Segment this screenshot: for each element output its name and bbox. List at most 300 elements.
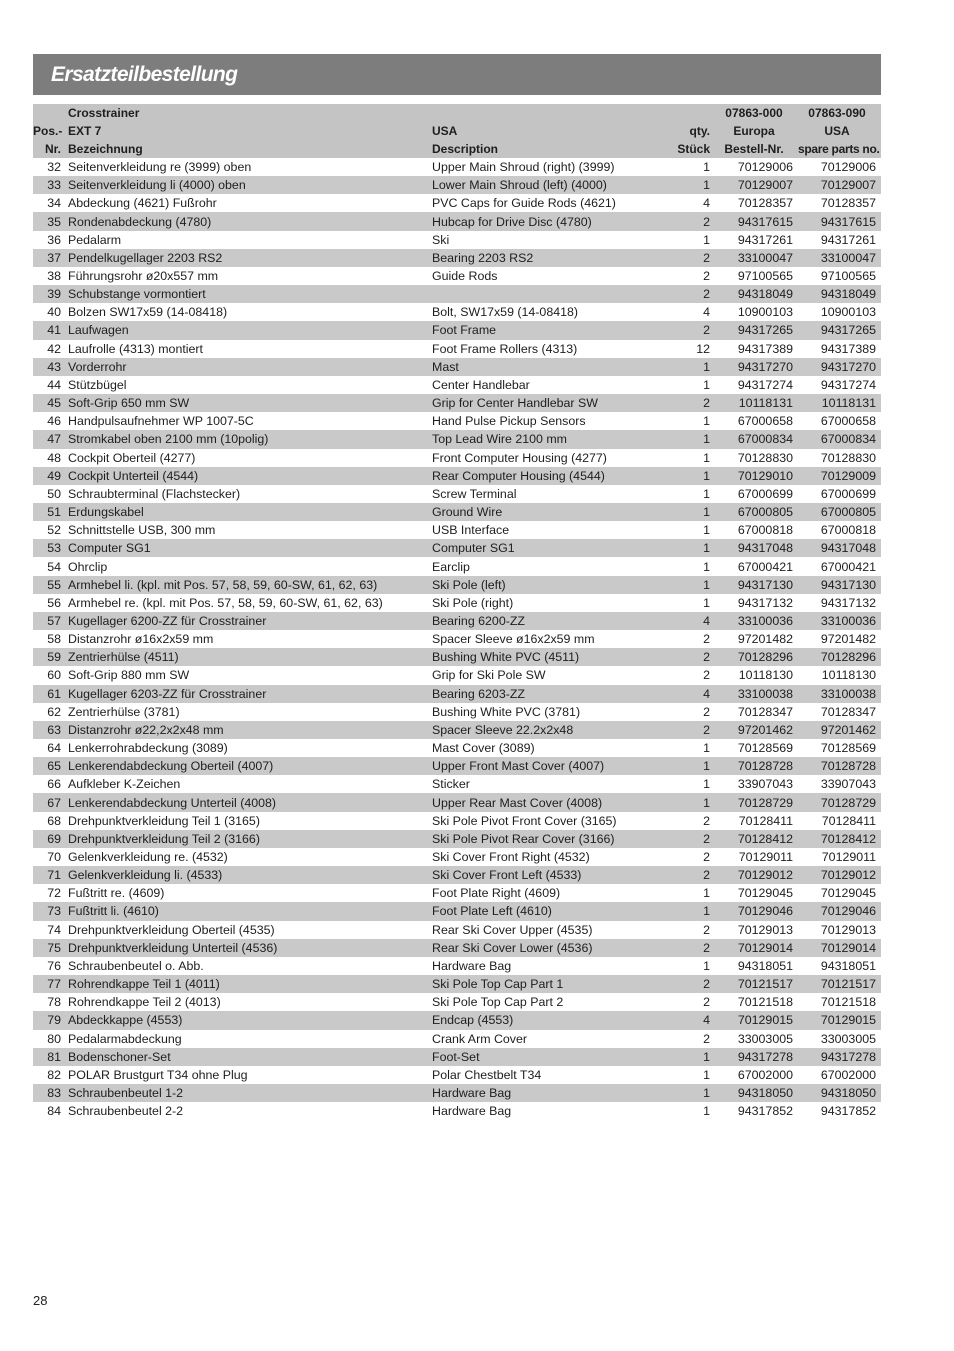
header-bezeichnung: Bezeichnung <box>68 140 432 158</box>
description-de-cell: Stromkabel oben 2100 mm (10polig) <box>68 430 432 448</box>
article-eu-cell: 70128411 <box>738 813 793 828</box>
table-row <box>33 176 881 194</box>
qty-cell: 1 <box>703 559 710 574</box>
table-row <box>33 685 881 703</box>
description-en-cell: Spacer Sleeve ø16x2x59 mm <box>432 632 595 647</box>
article-us-cell: 70129046 <box>798 902 881 920</box>
qty-cell: 2 <box>672 939 715 957</box>
article-us-cell: 33100047 <box>798 249 881 267</box>
pos-cell: 69 <box>33 830 68 848</box>
description-de-cell: Pedalarmabdeckung <box>68 1031 182 1046</box>
description-en-cell: Ski Cover Front Left (4533) <box>432 866 672 884</box>
pos-cell: 49 <box>33 467 68 485</box>
article-eu-cell: 94317261 <box>737 232 793 247</box>
article-us-cell: 70121517 <box>798 975 881 993</box>
title-bar <box>33 54 881 95</box>
article-eu-cell: 70129006 <box>737 160 793 175</box>
table-row <box>33 721 881 739</box>
table-row <box>33 866 881 884</box>
table-row <box>33 285 881 303</box>
article-eu-cell: 94318049 <box>715 285 798 303</box>
description-de-cell: Drehpunktverkleidung Unterteil (4536) <box>68 939 432 957</box>
pos-cell: 84 <box>47 1104 61 1119</box>
qty-cell: 1 <box>703 450 710 465</box>
header-article-eu: 07863-000 <box>715 104 798 122</box>
article-us-cell: 94318049 <box>798 285 881 303</box>
table-row <box>33 267 881 285</box>
pos-cell: 48 <box>47 450 61 465</box>
table-header <box>33 104 881 158</box>
article-us-cell: 33100038 <box>798 685 881 703</box>
description-en-cell: Foot Frame Rollers (4313) <box>432 341 578 356</box>
table-row <box>33 340 881 358</box>
article-us-cell: 94317274 <box>820 377 876 392</box>
description-de-cell: Bolzen SW17x59 (14-08418) <box>68 305 228 320</box>
description-de-cell: Laufwagen <box>68 321 432 339</box>
qty-cell: 2 <box>672 394 715 412</box>
description-en-cell: Foot Plate Right (4609) <box>432 886 561 901</box>
article-eu-cell: 97100565 <box>737 269 793 284</box>
description-en-cell: Foot-Set <box>432 1048 672 1066</box>
description-en-cell: Bolt, SW17x59 (14-08418) <box>432 305 579 320</box>
header-model: EXT 7 <box>68 122 432 140</box>
pos-cell: 47 <box>33 430 68 448</box>
description-de-cell: Kugellager 6200-ZZ für Crosstrainer <box>68 612 432 630</box>
article-eu-cell: 94317270 <box>715 358 798 376</box>
qty-cell: 1 <box>703 777 710 792</box>
pos-cell: 41 <box>33 321 68 339</box>
table-row <box>33 1084 881 1102</box>
description-de-cell: Bodenschoner-Set <box>68 1048 432 1066</box>
article-us-cell: 33100036 <box>798 612 881 630</box>
description-de-cell: Cockpit Oberteil (4277) <box>68 450 196 465</box>
article-eu-cell: 67000421 <box>737 559 793 574</box>
qty-cell: 2 <box>672 830 715 848</box>
table-row <box>33 576 881 594</box>
qty-cell: 1 <box>672 503 715 521</box>
description-en-cell: Ground Wire <box>432 503 672 521</box>
table-row <box>33 1066 881 1084</box>
header-spare-parts-no: spare parts no. <box>798 142 880 156</box>
qty-cell: 2 <box>672 866 715 884</box>
header-model-group: Crosstrainer <box>68 104 432 122</box>
qty-cell: 1 <box>672 430 715 448</box>
description-en-cell: Mast <box>432 358 672 376</box>
qty-cell: 2 <box>703 1031 710 1046</box>
description-de-cell: Schraubenbeutel o. Abb. <box>68 958 204 973</box>
pos-cell: 51 <box>33 503 68 521</box>
article-us-cell: 70129015 <box>798 1011 881 1029</box>
table-row <box>33 775 881 793</box>
table-row <box>33 503 881 521</box>
description-en-cell: Crank Arm Cover <box>432 1031 528 1046</box>
description-de-cell: Soft-Grip 650 mm SW <box>68 394 432 412</box>
description-de-cell: Gelenkverkleidung re. (4532) <box>68 850 228 865</box>
description-en-cell: Center Handlebar <box>432 377 530 392</box>
page-title: Ersatzteilbestellung <box>51 62 238 86</box>
description-en-cell: Bearing 2203 RS2 <box>432 249 672 267</box>
description-en-cell: Grip for Center Handlebar SW <box>432 394 672 412</box>
header-region-us: USA <box>798 122 881 140</box>
header-qty <box>672 104 715 122</box>
qty-cell: 1 <box>703 595 710 610</box>
pos-cell: 39 <box>33 285 68 303</box>
description-de-cell: Computer SG1 <box>68 539 432 557</box>
qty-cell: 1 <box>703 486 710 501</box>
description-de-cell: Handpulsaufnehmer WP 1007-5C <box>68 414 254 429</box>
header-nr-label: Nr. <box>33 140 68 158</box>
article-eu-cell: 67000818 <box>737 523 793 538</box>
table-row <box>33 539 881 557</box>
article-eu-cell: 10118130 <box>738 668 793 683</box>
table-row <box>33 194 881 212</box>
pos-cell: 54 <box>47 559 61 574</box>
qty-cell: 1 <box>672 176 715 194</box>
pos-cell: 33 <box>33 176 68 194</box>
pos-cell: 64 <box>47 741 61 756</box>
table-row <box>33 321 881 339</box>
page-number: 28 <box>33 1293 48 1308</box>
description-de-cell: Soft-Grip 880 mm SW <box>68 668 190 683</box>
article-eu-cell: 70128357 <box>737 196 793 211</box>
pos-cell: 40 <box>47 305 61 320</box>
qty-cell: 1 <box>672 757 715 775</box>
pos-cell: 37 <box>33 249 68 267</box>
article-us-cell: 70129013 <box>820 922 876 937</box>
table-row <box>33 231 881 249</box>
table-row <box>33 884 881 902</box>
pos-cell: 75 <box>33 939 68 957</box>
article-eu-cell: 94317615 <box>715 212 798 230</box>
description-de-cell: Schraubenbeutel 2-2 <box>68 1104 184 1119</box>
article-us-cell: 70129009 <box>798 467 881 485</box>
table-row <box>33 793 881 811</box>
article-us-cell: 33907043 <box>820 777 876 792</box>
table-row <box>33 394 881 412</box>
article-us-cell: 94317132 <box>820 595 876 610</box>
qty-cell: 2 <box>703 632 710 647</box>
pos-cell: 66 <box>47 777 61 792</box>
description-en-cell: Guide Rods <box>432 269 498 284</box>
article-us-cell: 67000805 <box>798 503 881 521</box>
pos-cell: 38 <box>47 269 61 284</box>
qty-cell: 1 <box>703 232 710 247</box>
article-us-cell: 70128347 <box>820 704 876 719</box>
description-de-cell: Vorderrohr <box>68 358 432 376</box>
article-us-cell: 33003005 <box>820 1031 876 1046</box>
description-de-cell: Pendelkugellager 2203 RS2 <box>68 249 432 267</box>
description-en-cell: Screw Terminal <box>432 486 517 501</box>
description-de-cell: Rondenabdeckung (4780) <box>68 212 432 230</box>
qty-cell: 2 <box>672 975 715 993</box>
pos-cell: 56 <box>47 595 61 610</box>
description-de-cell: Stützbügel <box>68 377 127 392</box>
qty-cell: 2 <box>703 850 710 865</box>
description-en-cell: Rear Ski Cover Lower (4536) <box>432 939 672 957</box>
article-eu-cell: 94317265 <box>715 321 798 339</box>
table-row <box>33 212 881 230</box>
description-en-cell: Ski Pole Pivot Front Cover (3165) <box>432 813 617 828</box>
pos-cell: 43 <box>33 358 68 376</box>
article-us-cell: 94317261 <box>820 232 876 247</box>
description-en-cell: Polar Chestbelt T34 <box>432 1067 542 1082</box>
article-eu-cell: 67000834 <box>715 430 798 448</box>
article-eu-cell: 94317132 <box>737 595 793 610</box>
table-row <box>33 467 881 485</box>
table-row <box>33 557 881 575</box>
article-us-cell: 10118131 <box>798 394 881 412</box>
article-us-cell: 97201482 <box>820 632 876 647</box>
article-us-cell: 67000699 <box>820 486 876 501</box>
article-eu-cell: 70128569 <box>737 741 793 756</box>
article-us-cell: 70128296 <box>798 648 881 666</box>
article-eu-cell: 67000805 <box>715 503 798 521</box>
description-de-cell: Lenkerrohrabdeckung (3089) <box>68 741 228 756</box>
table-row <box>33 1102 881 1120</box>
qty-cell: 2 <box>672 285 715 303</box>
description-en-cell: Hand Pulse Pickup Sensors <box>432 414 586 429</box>
header-region-en: USA <box>432 122 672 140</box>
pos-cell: 67 <box>33 793 68 811</box>
qty-cell: 2 <box>672 648 715 666</box>
qty-cell: 2 <box>703 668 710 683</box>
table-row <box>33 1030 881 1048</box>
article-us-cell: 67002000 <box>820 1067 876 1082</box>
table-row <box>33 993 881 1011</box>
qty-cell: 1 <box>703 958 710 973</box>
spare-parts-table <box>33 104 881 1120</box>
article-eu-cell: 10900103 <box>737 305 793 320</box>
qty-cell: 1 <box>672 576 715 594</box>
article-us-cell: 67000834 <box>798 430 881 448</box>
table-row <box>33 703 881 721</box>
qty-cell: 1 <box>703 377 710 392</box>
table-row <box>33 830 881 848</box>
qty-cell: 4 <box>703 196 710 211</box>
article-eu-cell: 70129015 <box>715 1011 798 1029</box>
article-us-cell: 10118130 <box>821 668 876 683</box>
description-en-cell: Bushing White PVC (3781) <box>432 704 581 719</box>
article-us-cell: 70128830 <box>820 450 876 465</box>
article-eu-cell: 70128729 <box>715 793 798 811</box>
qty-cell: 1 <box>703 741 710 756</box>
description-de-cell: Abdeckung (4621) Fußrohr <box>68 196 217 211</box>
article-eu-cell: 94317274 <box>737 377 793 392</box>
article-eu-cell: 70129045 <box>737 886 793 901</box>
qty-cell: 1 <box>703 1104 710 1119</box>
description-en-cell: Ski Pole Top Cap Part 1 <box>432 975 672 993</box>
pos-cell: 83 <box>33 1084 68 1102</box>
table-row <box>33 739 881 757</box>
qty-cell: 1 <box>672 793 715 811</box>
description-de-cell: Pedalarm <box>68 232 122 247</box>
table-row <box>33 449 881 467</box>
description-en-cell: Spacer Sleeve 22.2x2x48 <box>432 721 672 739</box>
pos-cell: 53 <box>33 539 68 557</box>
qty-cell: 1 <box>672 358 715 376</box>
qty-cell: 2 <box>703 922 710 937</box>
table-row <box>33 376 881 394</box>
qty-cell: 2 <box>672 321 715 339</box>
description-en-cell: Earclip <box>432 559 470 574</box>
article-eu-cell: 94317852 <box>737 1104 793 1119</box>
pos-cell: 44 <box>47 377 61 392</box>
header-qty-label: qty. <box>672 122 715 140</box>
pos-cell: 59 <box>33 648 68 666</box>
pos-cell: 80 <box>47 1031 61 1046</box>
article-eu-cell: 94317389 <box>737 341 793 356</box>
article-us-cell: 70129006 <box>820 160 876 175</box>
qty-cell: 1 <box>672 539 715 557</box>
pos-cell: 35 <box>33 212 68 230</box>
description-de-cell: POLAR Brustgurt T34 ohne Plug <box>68 1067 248 1082</box>
description-de-cell: Schraubenbeutel 1-2 <box>68 1084 432 1102</box>
table-row <box>33 485 881 503</box>
article-eu-cell: 70128830 <box>737 450 793 465</box>
article-eu-cell: 33003005 <box>737 1031 793 1046</box>
table-row <box>33 957 881 975</box>
article-eu-cell: 94318050 <box>715 1084 798 1102</box>
pos-cell: 58 <box>47 632 61 647</box>
table-row <box>33 648 881 666</box>
pos-cell: 77 <box>33 975 68 993</box>
qty-cell: 4 <box>672 685 715 703</box>
table-row <box>33 975 881 993</box>
description-en-cell: Ski Pole (left) <box>432 576 672 594</box>
table-row <box>33 158 881 176</box>
description-de-cell: Führungsrohr ø20x557 mm <box>68 269 219 284</box>
description-en-cell: Front Computer Housing (4277) <box>432 450 607 465</box>
article-us-cell: 70129012 <box>798 866 881 884</box>
article-eu-cell: 67000658 <box>737 414 793 429</box>
table-row <box>33 757 881 775</box>
article-eu-cell: 94317130 <box>715 576 798 594</box>
article-us-cell: 67000421 <box>820 559 876 574</box>
description-de-cell: Schraubterminal (Flachstecker) <box>68 486 241 501</box>
description-en-cell: Ski Pole Pivot Rear Cover (3166) <box>432 830 672 848</box>
description-de-cell: Lenkerendabdeckung Unterteil (4008) <box>68 793 432 811</box>
pos-cell: 62 <box>47 704 61 719</box>
description-en-cell: Rear Ski Cover Upper (4535) <box>432 922 593 937</box>
pos-cell: 70 <box>47 850 61 865</box>
pos-cell: 61 <box>33 685 68 703</box>
pos-cell: 74 <box>47 922 61 937</box>
description-de-cell: Armhebel re. (kpl. mit Pos. 57, 58, 59, 60-SW, 61, 62, 63) <box>68 595 383 610</box>
description-de-cell: Abdeckkappe (4553) <box>68 1011 432 1029</box>
article-eu-cell: 70129046 <box>715 902 798 920</box>
article-eu-cell: 70128412 <box>715 830 798 848</box>
description-en-cell: Foot Frame <box>432 321 672 339</box>
pos-cell: 55 <box>33 576 68 594</box>
qty-cell: 2 <box>672 212 715 230</box>
description-en-cell: Upper Rear Mast Cover (4008) <box>432 793 672 811</box>
qty-cell: 1 <box>703 886 710 901</box>
article-us-cell: 70128412 <box>798 830 881 848</box>
description-de-cell: Gelenkverkleidung li. (4533) <box>68 866 432 884</box>
description-de-cell: Distanzrohr ø16x2x59 mm <box>68 632 214 647</box>
pos-cell: 42 <box>47 341 61 356</box>
qty-cell: 2 <box>703 704 710 719</box>
qty-cell: 4 <box>703 305 710 320</box>
description-en-cell: Bearing 6200-ZZ <box>432 612 672 630</box>
pos-cell: 60 <box>47 668 61 683</box>
article-eu-cell: 70129007 <box>715 176 798 194</box>
description-de-cell: Seitenverkleidung re (3999) oben <box>68 160 252 175</box>
article-eu-cell: 94317278 <box>715 1048 798 1066</box>
qty-cell: 1 <box>703 1067 710 1082</box>
article-us-cell: 97100565 <box>820 269 876 284</box>
qty-cell: 1 <box>703 523 710 538</box>
header-stueck: Stück <box>672 140 715 158</box>
article-eu-cell: 70129010 <box>715 467 798 485</box>
description-en-cell: Endcap (4553) <box>432 1011 672 1029</box>
qty-cell: 1 <box>703 160 710 175</box>
description-de-cell: Schnittstelle USB, 300 mm <box>68 523 216 538</box>
table-row <box>33 521 881 539</box>
description-de-cell: Zentrierhülse (4511) <box>68 648 432 666</box>
description-en-cell: PVC Caps for Guide Rods (4621) <box>432 196 616 211</box>
table-row <box>33 358 881 376</box>
description-en-cell: Hardware Bag <box>432 1084 672 1102</box>
description-de-cell: Fußtritt re. (4609) <box>68 886 165 901</box>
pos-cell: 45 <box>33 394 68 412</box>
description-en-cell: Mast Cover (3089) <box>432 741 535 756</box>
description-de-cell: Rohrendkappe Teil 2 (4013) <box>68 995 221 1010</box>
pos-cell: 57 <box>33 612 68 630</box>
article-us-cell: 70129045 <box>820 886 876 901</box>
qty-cell: 1 <box>672 467 715 485</box>
description-en-cell: Upper Front Mast Cover (4007) <box>432 757 672 775</box>
qty-cell: 2 <box>672 249 715 267</box>
table-row <box>33 812 881 830</box>
pos-cell: 78 <box>47 995 61 1010</box>
description-en-cell: Foot Plate Left (4610) <box>432 902 672 920</box>
article-us-cell: 94317389 <box>820 341 876 356</box>
pos-cell: 68 <box>47 813 61 828</box>
article-us-cell: 70128729 <box>798 793 881 811</box>
table-row <box>33 1011 881 1029</box>
description-de-cell: Armhebel li. (kpl. mit Pos. 57, 58, 59, 60-SW, 61, 62, 63) <box>68 576 432 594</box>
description-en-cell <box>432 285 672 303</box>
article-eu-cell: 33100036 <box>715 612 798 630</box>
description-de-cell: Distanzrohr ø22,2x2x48 mm <box>68 721 432 739</box>
qty-cell: 1 <box>672 1048 715 1066</box>
qty-cell: 12 <box>696 341 710 356</box>
pos-cell: 81 <box>33 1048 68 1066</box>
description-de-cell: Cockpit Unterteil (4544) <box>68 467 432 485</box>
description-de-cell: Seitenverkleidung li (4000) oben <box>68 176 432 194</box>
article-us-cell: 70128411 <box>821 813 876 828</box>
article-us-cell: 70128357 <box>820 196 876 211</box>
description-de-cell: Kugellager 6203-ZZ für Crosstrainer <box>68 685 432 703</box>
article-us-cell: 94317270 <box>798 358 881 376</box>
description-en-cell: Computer SG1 <box>432 539 672 557</box>
description-de-cell: Laufrolle (4313) montiert <box>68 341 203 356</box>
header-pos <box>33 104 68 122</box>
description-de-cell: Drehpunktverkleidung Teil 1 (3165) <box>68 813 260 828</box>
article-us-cell: 70129011 <box>821 850 876 865</box>
article-eu-cell: 70128296 <box>715 648 798 666</box>
description-de-cell: Schubstange vormontiert <box>68 285 432 303</box>
pos-cell: 72 <box>47 886 61 901</box>
article-eu-cell: 10118131 <box>715 394 798 412</box>
table-row <box>33 412 881 430</box>
description-en-cell: Ski Cover Front Right (4532) <box>432 850 590 865</box>
article-eu-cell: 70129012 <box>715 866 798 884</box>
article-us-cell: 10900103 <box>820 305 876 320</box>
pos-cell: 73 <box>33 902 68 920</box>
table-row <box>33 848 881 866</box>
